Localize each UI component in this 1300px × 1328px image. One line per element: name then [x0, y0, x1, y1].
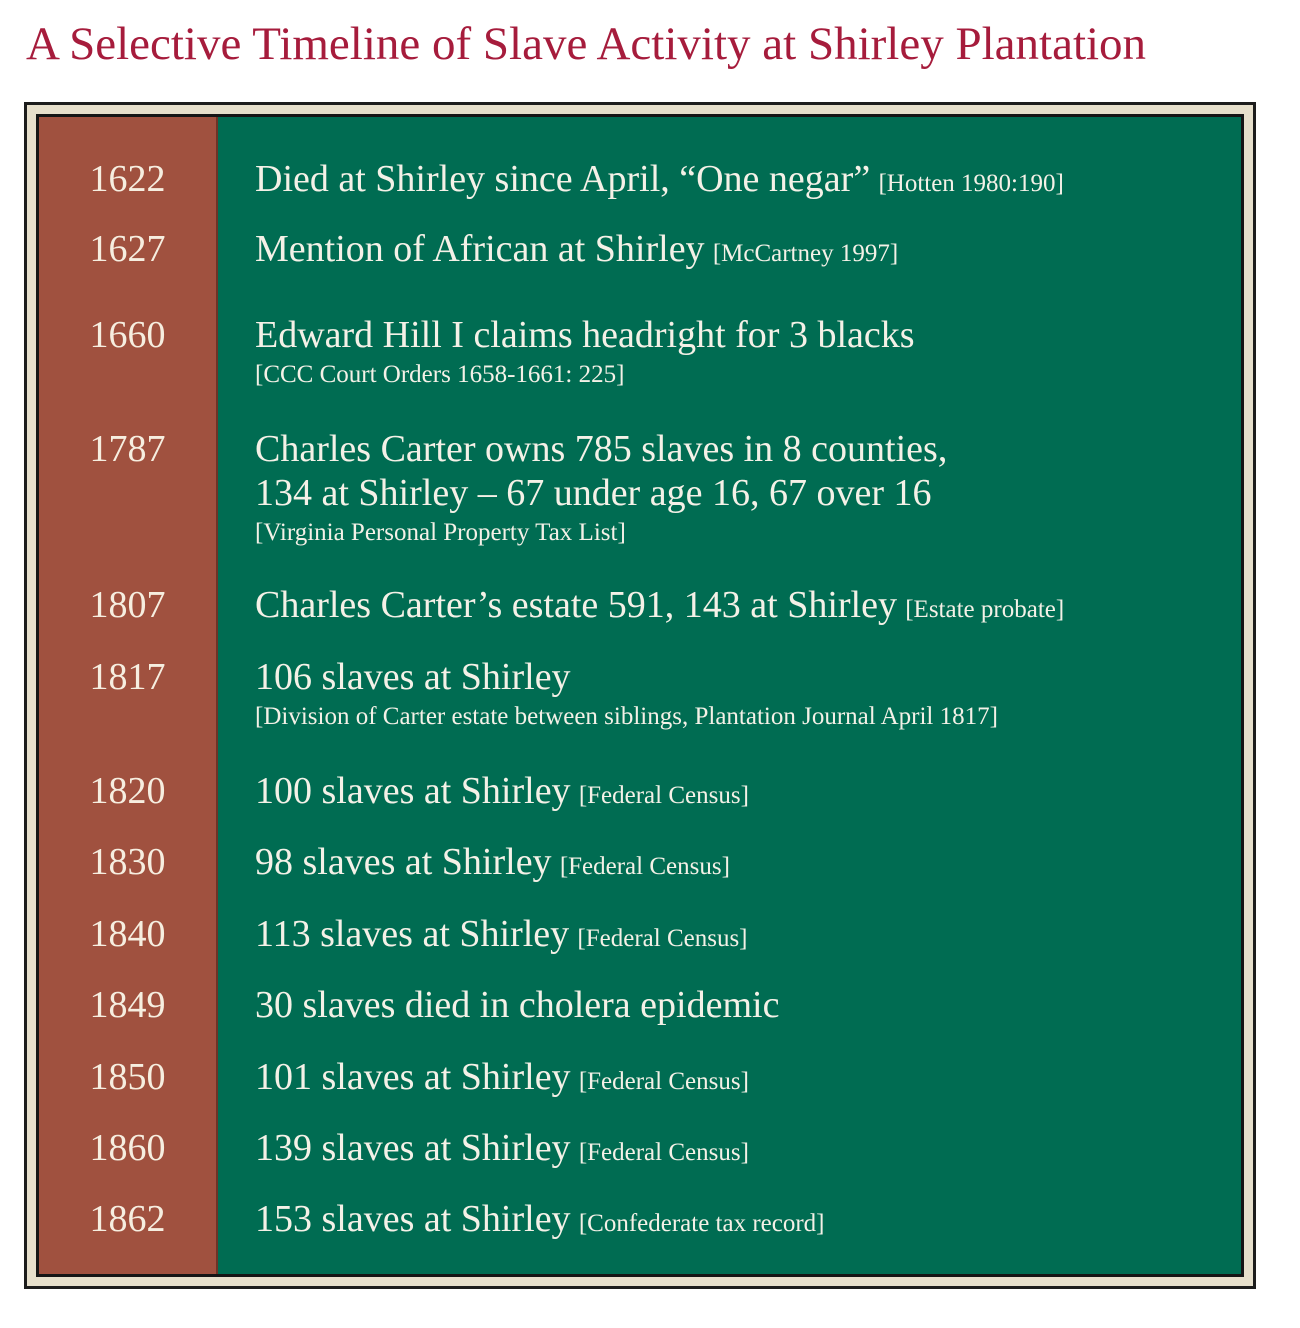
timeline-year: 1817: [89, 656, 166, 698]
timeline-year: 1849: [89, 984, 166, 1026]
event-source: [Confederate tax record]: [572, 1210, 825, 1237]
timeline-panel: [36, 114, 1244, 1277]
timeline-event: [255, 912, 1221, 961]
timeline-event: [255, 983, 1221, 1027]
timeline-event: [255, 427, 1221, 551]
event-source: [Federal Census]: [571, 925, 748, 952]
timeline-year: 1850: [89, 1056, 166, 1098]
timeline-event: [255, 313, 1221, 393]
timeline-year: 1807: [89, 584, 166, 626]
event-source: [Federal Census]: [572, 782, 749, 809]
event-source: [Federal Census]: [553, 853, 730, 880]
event-source: [Federal Census]: [572, 1139, 749, 1166]
event-source: [Federal Census]: [572, 1068, 749, 1095]
timeline-event: [255, 157, 1221, 206]
event-text: 139 slaves at Shirley [Federal Census]: [255, 1127, 749, 1169]
timeline-event: [255, 1126, 1221, 1175]
timeline-year: 1820: [89, 770, 166, 812]
event-citation: [Division of Carter estate between siblings, Plantation Journal April 1817]: [255, 703, 998, 730]
event-source: [McCartney 1997]: [706, 240, 899, 267]
timeline-year: 1830: [89, 841, 166, 883]
timeline-year: 1622: [89, 158, 166, 200]
event-text: 30 slaves died in cholera epidemic: [255, 984, 780, 1026]
event-citation: [CCC Court Orders 1658-1661: 225]: [255, 361, 625, 388]
event-text: Charles Carter owns 785 slaves in 8 counties,: [255, 428, 948, 470]
event-text-continued: 134 at Shirley – 67 under age 16, 67 over 16: [255, 472, 932, 514]
event-source: [Estate probate]: [898, 596, 1065, 623]
timeline-year: 1862: [89, 1198, 166, 1240]
timeline-year: 1840: [89, 913, 166, 955]
event-text: 100 slaves at Shirley [Federal Census]: [255, 770, 749, 812]
timeline-event: [255, 769, 1221, 818]
timeline-event: [255, 655, 1221, 735]
timeline-year: 1860: [89, 1127, 166, 1169]
timeline-year: 1787: [89, 428, 166, 470]
page-title: A Selective Timeline of Slave Activity at Shirley Plantation: [26, 18, 1147, 70]
timeline-event: [255, 583, 1221, 632]
event-text: 101 slaves at Shirley [Federal Census]: [255, 1056, 749, 1098]
timeline-event: [255, 1055, 1221, 1104]
event-text: Edward Hill I claims headright for 3 blacks: [255, 314, 915, 356]
timeline-event: [255, 1197, 1221, 1246]
event-text: 106 slaves at Shirley: [255, 656, 571, 698]
timeline-year: 1627: [89, 228, 166, 270]
event-text: 113 slaves at Shirley [Federal Census]: [255, 913, 748, 955]
timeline-event: [255, 227, 1221, 276]
event-source: [Hotten 1980:190]: [872, 170, 1064, 197]
event-citation: [Virginia Personal Property Tax List]: [255, 519, 626, 546]
timeline-year: 1660: [89, 314, 166, 356]
event-text: Died at Shirley since April, “One negar” [Hotten 1980:190]: [255, 158, 1064, 200]
event-text: 153 slaves at Shirley [Confederate tax record]: [255, 1198, 825, 1240]
event-text: 98 slaves at Shirley [Federal Census]: [255, 841, 730, 883]
timeline-frame: [24, 102, 1256, 1289]
event-text: Charles Carter’s estate 591, 143 at Shirley [Estate probate]: [255, 584, 1065, 626]
timeline-event: [255, 840, 1221, 889]
event-text: Mention of African at Shirley [McCartney 1997]: [255, 228, 899, 270]
